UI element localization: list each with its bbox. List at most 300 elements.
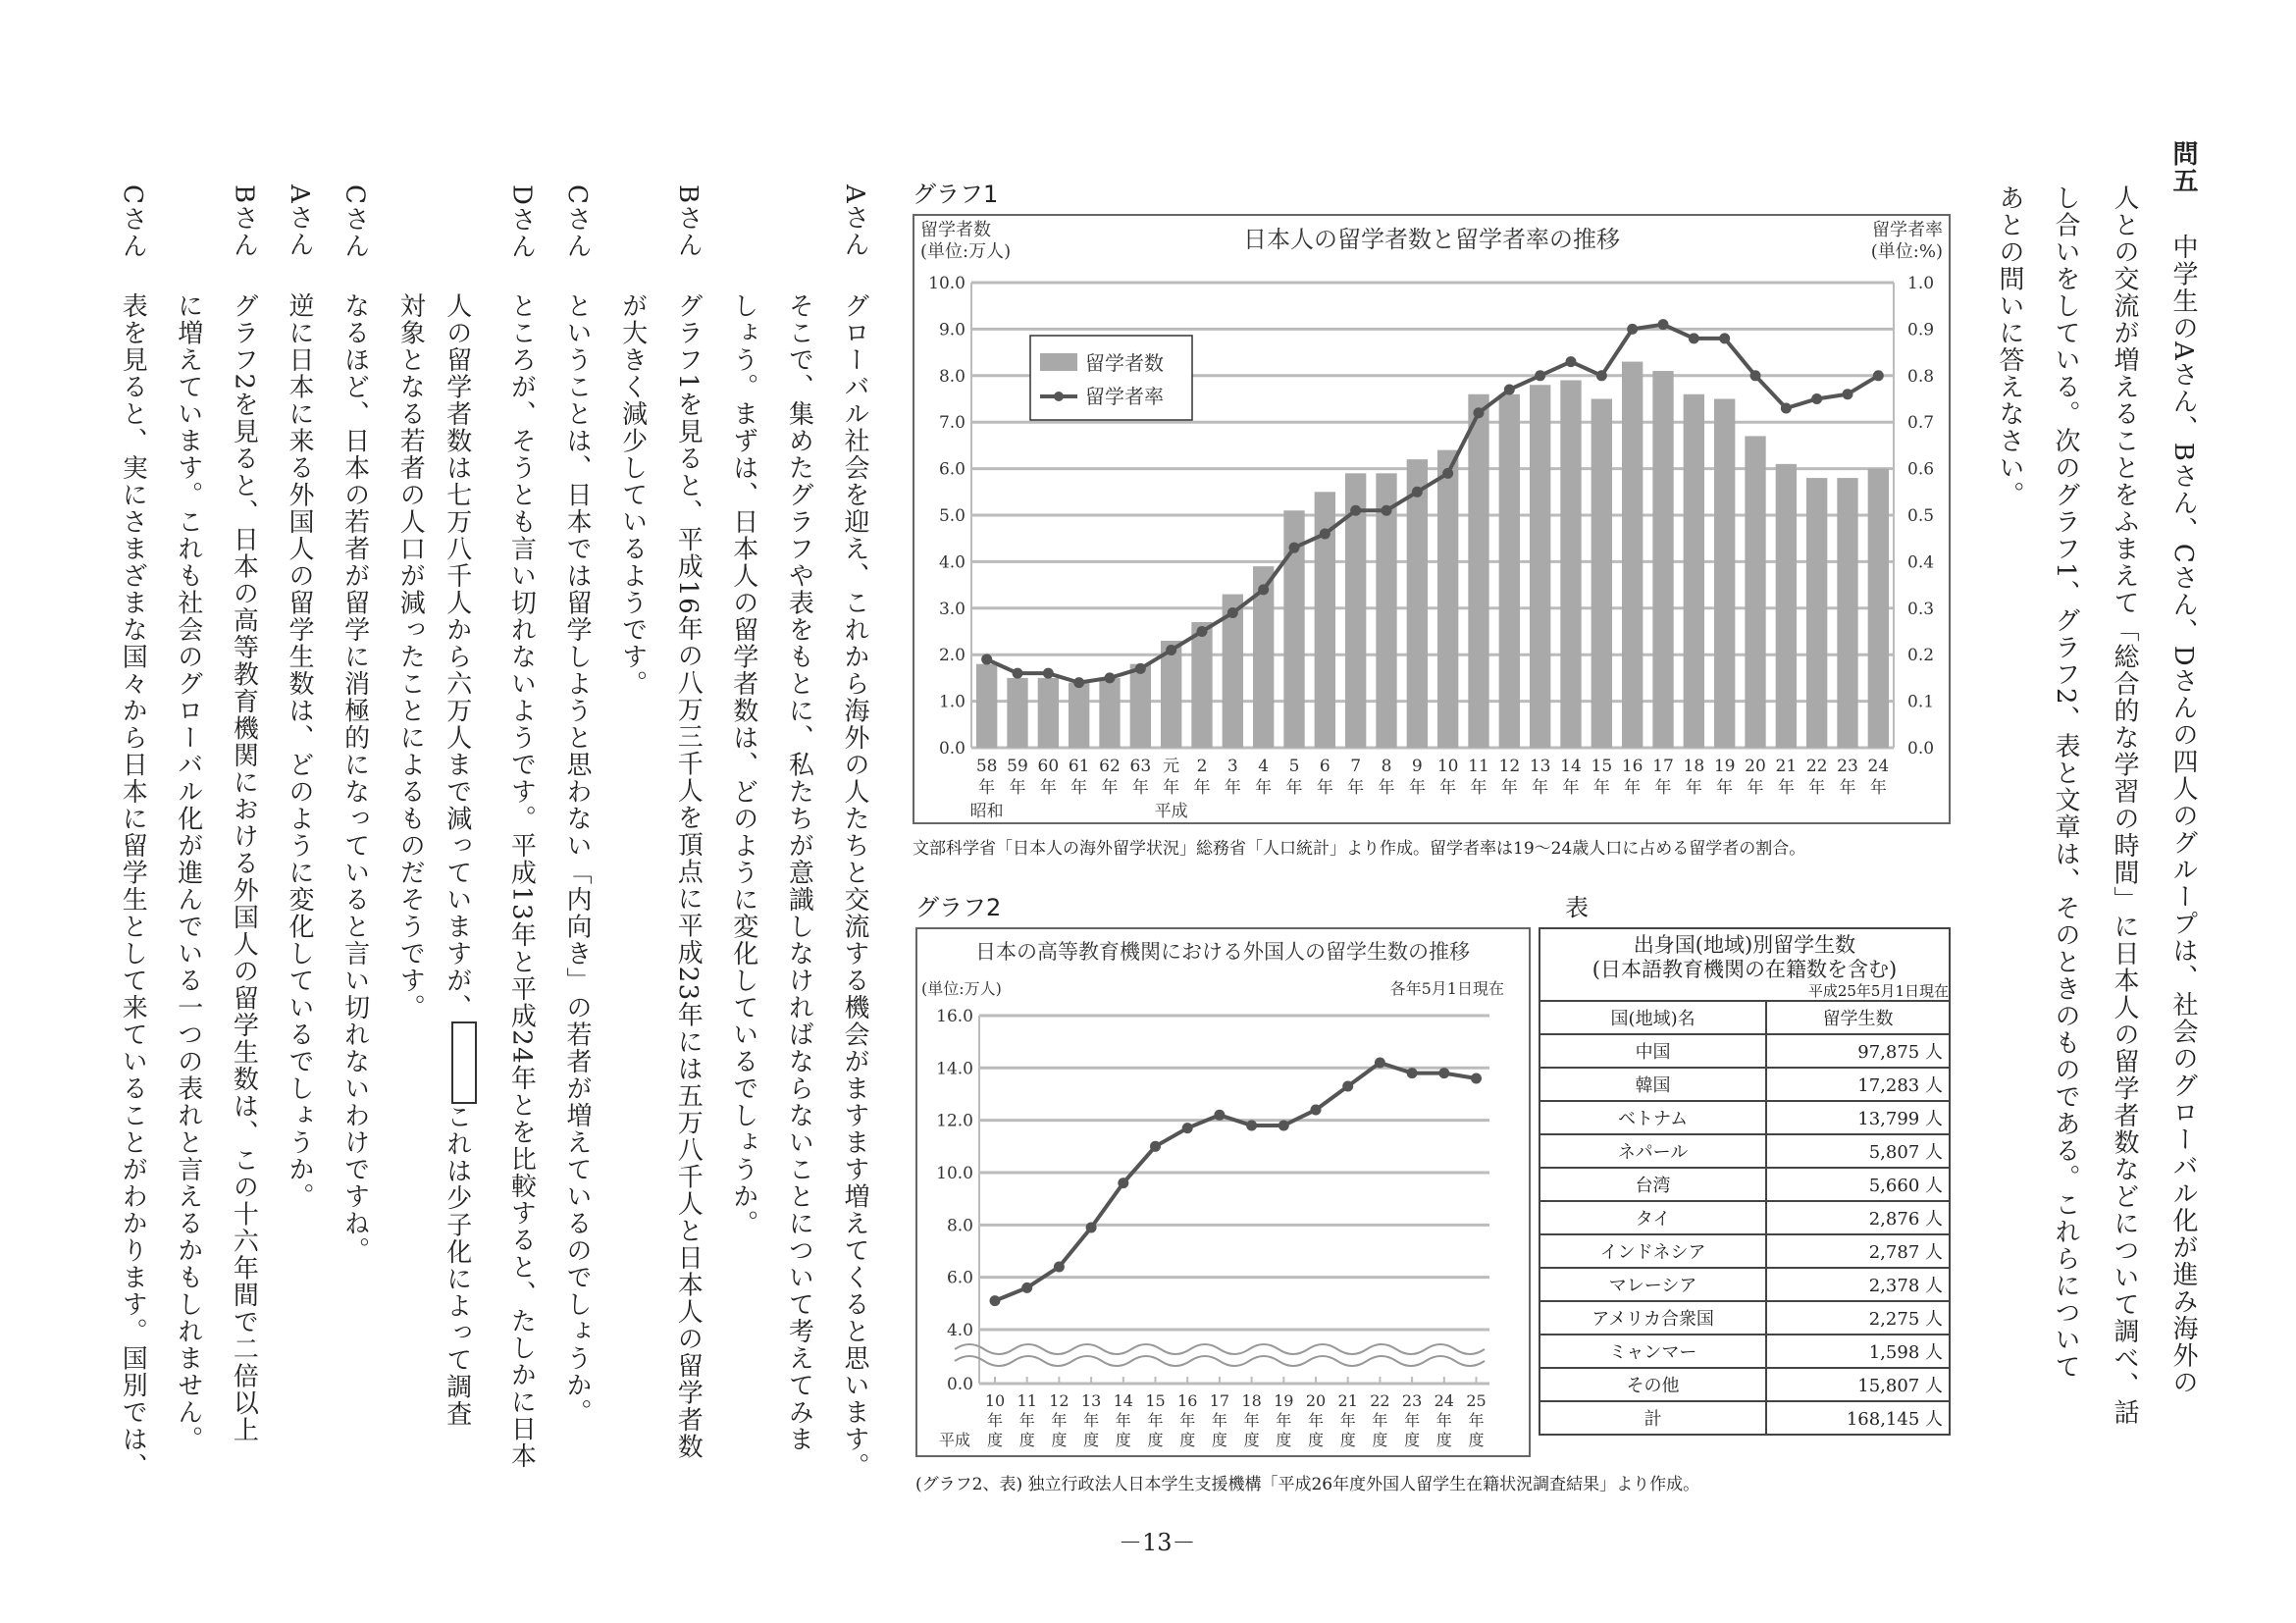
x-tick-label: 15 [1145, 1391, 1166, 1410]
x-tick-label: 25 [1466, 1391, 1487, 1410]
x-tick-suffix: 年 [1716, 778, 1734, 798]
speaker-label: Cさん [118, 184, 148, 260]
rate-point-3 [1227, 607, 1238, 618]
x-tick-label: 2 [1196, 757, 1208, 776]
bar-21 [1776, 464, 1797, 748]
x-tick-label: 元 [1163, 757, 1180, 776]
country-cell: その他 [1539, 1368, 1766, 1401]
x-tick-label: 24 [1867, 757, 1890, 776]
x-tick-suffix: 年 [1747, 778, 1764, 798]
bar-2 [1191, 622, 1212, 748]
bar-22 [1806, 478, 1827, 748]
speaker-label [786, 184, 811, 292]
data-point-22 [1375, 1057, 1385, 1068]
x-tick-suffix-year: 年 [1051, 1411, 1068, 1430]
x-tick-suffix: 年 [1070, 778, 1088, 798]
x-tick-label: 21 [1775, 757, 1798, 776]
x-tick-label: 11 [1017, 1391, 1037, 1410]
y2-tick-label: 1.0 [1907, 274, 1935, 293]
count-cell: 2,275 人 [1766, 1301, 1950, 1335]
y-tick-label: 2.0 [938, 646, 965, 666]
dialogue-line [227, 184, 259, 1444]
y-tick-label: 5.0 [938, 506, 965, 526]
x-tick-suffix-year: 年 [1211, 1411, 1227, 1430]
x-tick-label: 23 [1837, 757, 1858, 776]
country-cell: ベトナム [1539, 1101, 1766, 1134]
x-tick-label: 24 [1434, 1391, 1454, 1410]
bar-13 [1530, 385, 1550, 748]
x-tick-suffix: 年 [1869, 778, 1887, 798]
header-count: 留学生数 [1766, 1001, 1950, 1034]
bar-24 [1868, 469, 1889, 748]
question-line-2: 人との交流が増えることをふまえて「総合的な学習の時間」に日本人の留学者数などについて調べ、話 [2110, 184, 2139, 1426]
as-of-note: 各年5月1日現在 [1389, 979, 1504, 998]
x-tick-label: 18 [1683, 757, 1705, 776]
x-tick-suffix: 年 [1316, 778, 1333, 798]
table-label: 表 [1565, 894, 1589, 921]
legend-bar-label: 留学者数 [1085, 351, 1164, 375]
x-tick-label: 9 [1411, 757, 1423, 776]
x-tick-suffix-fiscal: 度 [1051, 1431, 1068, 1449]
y-axis-unit: (単位:万人) [920, 241, 1012, 262]
graph1 [913, 214, 1951, 824]
y-axis-title: 留学者数 [920, 220, 991, 240]
x-tick-suffix-year: 年 [1018, 1411, 1035, 1430]
rate-point-12 [1504, 385, 1515, 395]
x-tick-label: 21 [1337, 1391, 1358, 1410]
x-tick-suffix: 年 [1624, 778, 1642, 798]
x-tick-label: 11 [1468, 757, 1489, 776]
rate-point-5 [1289, 543, 1300, 553]
country-cell: ミャンマー [1539, 1335, 1766, 1368]
x-tick-suffix: 年 [1131, 778, 1149, 798]
dialogue-line [116, 184, 148, 1480]
dialogue-line [339, 184, 368, 1264]
dialogue-text: 人の留学者数は七万八千人から六万人まで減っていますが、 [442, 292, 472, 1021]
x-tick-label: 10 [1436, 757, 1459, 776]
data-point-24 [1438, 1068, 1449, 1078]
x-tick-suffix-year: 年 [1179, 1411, 1196, 1430]
x-tick-suffix-fiscal: 度 [1339, 1431, 1356, 1449]
y-tick-label: 16.0 [936, 1006, 973, 1026]
rate-point-16 [1627, 324, 1638, 335]
count-cell: 5,807 人 [1766, 1134, 1950, 1168]
x-tick-suffix-fiscal: 度 [1307, 1431, 1325, 1449]
x-tick-suffix-year: 年 [986, 1411, 1004, 1430]
speaker-label [397, 184, 423, 292]
bar-58 [976, 664, 997, 748]
x-tick-label: 22 [1370, 1391, 1390, 1410]
header-country: 国(地域)名 [1539, 1001, 1766, 1034]
data-point-12 [1054, 1261, 1065, 1272]
x-tick-label: 19 [1274, 1391, 1294, 1410]
country-cell: アメリカ合衆国 [1539, 1301, 1766, 1335]
table-row [1539, 1301, 1950, 1335]
x-tick-suffix-year: 年 [1083, 1411, 1100, 1430]
rate-point-4 [1258, 584, 1269, 595]
x-tick-suffix: 年 [1408, 778, 1426, 798]
x-tick-suffix: 年 [1839, 778, 1856, 798]
data-point-21 [1342, 1080, 1353, 1091]
x-tick-label: 12 [1049, 1391, 1070, 1410]
y-tick-label: 0.0 [946, 1375, 973, 1394]
rate-point-22 [1811, 393, 1822, 404]
chart-title: 日本の高等教育機関における外国人の留学生数の推移 [975, 940, 1470, 964]
x-tick-suffix: 年 [1654, 778, 1672, 798]
x-tick-label: 18 [1241, 1391, 1262, 1410]
rate-point-7 [1350, 505, 1361, 516]
country-cell: 韓国 [1539, 1068, 1766, 1101]
x-tick-suffix-year: 年 [1276, 1411, 1292, 1430]
legend-bar-swatch [1040, 353, 1077, 371]
x-tick-suffix: 年 [1592, 778, 1610, 798]
x-tick-suffix: 年 [1470, 778, 1487, 798]
x-tick-suffix-fiscal: 度 [1211, 1431, 1227, 1449]
y2-tick-label: 0.0 [1907, 739, 1935, 759]
x-tick-label: 13 [1080, 1391, 1102, 1410]
x-tick-label: 8 [1381, 757, 1392, 776]
bar-15 [1592, 399, 1612, 749]
dialogue-text: ということは、日本では留学しようと思わない「内向き」の若者が増えているのでしょうか。 [562, 292, 592, 1426]
speaker-label [176, 184, 201, 292]
question-line-4: あとの問いに答えなさい。 [1995, 184, 2024, 508]
table-row [1539, 1368, 1950, 1401]
country-cell: 台湾 [1539, 1168, 1766, 1201]
bar-16 [1622, 362, 1643, 748]
bar-20 [1745, 436, 1765, 748]
question-line-1 [2166, 140, 2196, 1396]
rate-point-18 [1689, 333, 1699, 343]
x-tick-suffix-year: 年 [1435, 1411, 1452, 1430]
table-row [1539, 1101, 1950, 1134]
x-tick-label: 17 [1652, 757, 1674, 776]
x-tick-suffix-year: 年 [1243, 1411, 1260, 1430]
x-tick-suffix: 年 [1562, 778, 1580, 798]
graph1-source: 文部科学省「日本人の海外留学状況」総務省「人口統計」より作成。留学者率は19〜24歳人口に占める留学者の割合。 [913, 839, 1806, 859]
y-tick-label: 8.0 [946, 1216, 973, 1236]
y-tick-label: 4.0 [946, 1321, 973, 1340]
x-tick-suffix-fiscal: 度 [1147, 1431, 1164, 1449]
count-cell: 15,807 人 [1766, 1368, 1950, 1401]
dialogue-line [283, 184, 312, 1210]
data-point-18 [1246, 1120, 1257, 1130]
chart-title: 日本人の留学者数と留学者率の推移 [1243, 226, 1620, 253]
table-row [1539, 1201, 1950, 1234]
y-tick-label: 6.0 [946, 1268, 973, 1288]
rate-point-61 [1073, 677, 1084, 688]
x-tick-suffix-fiscal: 度 [1243, 1431, 1260, 1449]
x-tick-label: 14 [1560, 757, 1582, 776]
dialogue-text: グラフ2を見ると、日本の高等教育機関における外国人の留学生数は、この十六年間で二倍以上 [229, 292, 259, 1444]
y2-tick-label: 0.9 [1907, 320, 1935, 340]
data-point-11 [1021, 1283, 1032, 1293]
x-tick-suffix: 年 [1439, 778, 1457, 798]
x-tick-suffix-year: 年 [1372, 1411, 1388, 1430]
x-tick-suffix-fiscal: 度 [1404, 1431, 1421, 1449]
x-tick-suffix-fiscal: 度 [986, 1431, 1004, 1449]
speaker-label [453, 184, 479, 292]
era-label: 平成 [938, 1431, 971, 1449]
x-tick-label: 16 [1177, 1391, 1198, 1410]
x-tick-suffix-year: 年 [1307, 1411, 1325, 1430]
x-tick-suffix-fiscal: 度 [1018, 1431, 1035, 1449]
data-point-25 [1471, 1073, 1482, 1083]
y-tick-label: 14.0 [936, 1059, 973, 1079]
y-tick-label: 4.0 [938, 552, 965, 573]
x-tick-suffix-year: 年 [1404, 1411, 1421, 1430]
y2-tick-label: 0.3 [1907, 599, 1935, 619]
y2-tick-label: 0.1 [1907, 692, 1935, 712]
rate-point-9 [1412, 487, 1423, 497]
country-cell: マレーシア [1539, 1268, 1766, 1301]
x-tick-label: 4 [1258, 757, 1270, 776]
table-row [1539, 1401, 1950, 1435]
dialogue-text: これは少子化によって調査 [442, 1103, 472, 1428]
y-axis-unit: (単位:万人) [921, 979, 1002, 998]
table-row [1539, 1335, 1950, 1368]
data-point-19 [1278, 1120, 1289, 1130]
y-tick-label: 7.0 [938, 413, 965, 434]
answer-blank-box [451, 1021, 477, 1104]
y-tick-label: 12.0 [936, 1111, 973, 1131]
dialogue-text: 逆に日本に来る外国人の留学生数は、どのように変化しているでしょうか。 [285, 292, 314, 1210]
bar-17 [1652, 371, 1673, 748]
dialogue-line [727, 184, 757, 1237]
y2-tick-label: 0.7 [1907, 413, 1935, 434]
data-point-20 [1311, 1104, 1322, 1115]
speaker-label: Dさん [506, 184, 537, 261]
y2-tick-label: 0.4 [1907, 552, 1935, 573]
rate-point-13 [1535, 370, 1545, 381]
data-point-14 [1118, 1178, 1128, 1188]
x-tick-label: 14 [1113, 1391, 1133, 1410]
x-tick-suffix: 年 [1193, 778, 1211, 798]
count-cell: 17,283 人 [1766, 1068, 1950, 1101]
x-tick-label: 20 [1305, 1391, 1327, 1410]
x-tick-suffix-fiscal: 度 [1115, 1431, 1131, 1449]
page-number: －13－ [1119, 1529, 1196, 1556]
table-title: 出身国(地域)別留学生数 (日本語教育機関の在籍数を含む) 平成25年5月1日現在 [1539, 928, 1950, 1001]
x-tick-label: 12 [1498, 757, 1521, 776]
x-tick-suffix-year: 年 [1147, 1411, 1164, 1430]
x-tick-suffix-year: 年 [1115, 1411, 1131, 1430]
country-cell: 計 [1539, 1401, 1766, 1435]
dialogue-line [393, 184, 426, 1021]
x-tick-label: 60 [1037, 757, 1060, 776]
data-point-23 [1407, 1068, 1418, 1078]
bar-11 [1468, 394, 1488, 748]
data-point-16 [1182, 1123, 1193, 1133]
x-tick-suffix: 年 [1224, 778, 1241, 798]
x-tick-label: 3 [1226, 757, 1238, 776]
count-cell: 1,598 人 [1766, 1335, 1950, 1368]
x-tick-suffix-fiscal: 度 [1276, 1431, 1292, 1449]
spacer [2170, 194, 2196, 234]
dialogue-text: しょう。まずは、日本人の留学者数は、どのように変化しているでしょうか。 [728, 292, 758, 1237]
dialogue-line [442, 184, 479, 1428]
question-number: 問五 [2168, 140, 2198, 194]
count-cell: 13,799 人 [1766, 1101, 1950, 1134]
table-row [1539, 1068, 1950, 1101]
x-tick-suffix: 年 [1378, 778, 1395, 798]
speaker-label [620, 184, 646, 292]
dialogue-text: なるほど、日本の若者が留学に消極的になっていると言い切れないわけですね。 [339, 292, 370, 1264]
y-tick-label: 1.0 [938, 692, 965, 712]
x-tick-label: 23 [1401, 1391, 1423, 1410]
speaker-label: Aさん [285, 184, 314, 259]
chart-frame [916, 928, 1530, 1456]
x-tick-suffix-year: 年 [1468, 1411, 1485, 1430]
x-tick-label: 22 [1805, 757, 1828, 776]
y-tick-label: 10.0 [936, 1163, 973, 1183]
y2-axis-title: 留学者率 [1872, 220, 1943, 240]
graph2-table-source: (グラフ2、表) 独立行政法人日本学生支援機構「平成26年度外国人留学生在籍状況調査結果」より作成。 [915, 1475, 1700, 1494]
x-tick-suffix: 年 [1685, 778, 1702, 798]
x-tick-label: 10 [984, 1391, 1006, 1410]
x-tick-suffix-fiscal: 度 [1468, 1431, 1485, 1449]
x-tick-label: 13 [1529, 757, 1551, 776]
graph2-label: グラフ2 [915, 894, 1002, 921]
x-tick-label: 20 [1745, 757, 1766, 776]
bar-元 [1161, 641, 1181, 748]
bar-9 [1407, 459, 1428, 748]
rate-point-58 [981, 654, 992, 664]
rate-point-17 [1658, 319, 1669, 330]
bar-59 [1007, 678, 1027, 748]
rate-point-15 [1596, 370, 1607, 381]
legend-line-label: 留学者率 [1085, 385, 1164, 408]
question-line-3: し合いをしている。次のグラフ1、グラフ2、表と文章は、そのときのものである。これらについて [2051, 184, 2080, 1381]
bar-14 [1560, 381, 1581, 748]
x-tick-suffix: 年 [1009, 778, 1026, 798]
students-by-country-table [1539, 927, 1951, 1436]
rate-point-24 [1873, 370, 1884, 381]
table-row [1539, 1168, 1950, 1201]
bar-60 [1038, 678, 1059, 748]
rate-point-23 [1843, 389, 1853, 399]
question-text: 中学生のAさん、Bさん、Cさん、Dさんの四人のグループは、社会のグローバル化が進み海外の [2168, 234, 2198, 1396]
y-tick-label: 8.0 [938, 366, 965, 387]
rate-point-2 [1197, 626, 1208, 637]
y-tick-label: 0.0 [938, 739, 965, 759]
count-cell: 2,876 人 [1766, 1201, 1950, 1234]
dialogue-text: そこで、集めたグラフや表をもとに、私たちが意識しなければならないことについて考えてみま [784, 292, 814, 1453]
rate-point-20 [1750, 370, 1761, 381]
data-point-15 [1150, 1141, 1161, 1152]
x-tick-label: 61 [1068, 757, 1090, 776]
x-tick-suffix: 年 [1285, 778, 1303, 798]
x-tick-suffix: 年 [1163, 778, 1180, 798]
count-cell: 5,660 人 [1766, 1168, 1950, 1201]
count-cell: 97,875 人 [1766, 1034, 1950, 1068]
speaker-label: Aさん [840, 184, 869, 259]
bar-63 [1130, 664, 1151, 748]
x-tick-label: 5 [1288, 757, 1300, 776]
rate-point-元 [1166, 645, 1176, 655]
data-point-13 [1086, 1222, 1097, 1232]
dialogue-line [838, 184, 867, 1480]
y2-tick-label: 0.6 [1907, 459, 1935, 480]
x-tick-label: 58 [975, 757, 998, 776]
x-tick-label: 15 [1591, 757, 1613, 776]
x-tick-label: 6 [1319, 757, 1331, 776]
x-tick-suffix: 年 [1808, 778, 1826, 798]
rate-point-8 [1382, 505, 1392, 516]
x-tick-label: 59 [1007, 757, 1028, 776]
data-point-17 [1214, 1110, 1225, 1121]
dialogue-line [560, 184, 590, 1426]
era-label: 昭和 [969, 802, 1004, 821]
rate-point-62 [1105, 672, 1116, 683]
rate-point-10 [1442, 468, 1453, 479]
speaker-label [731, 184, 757, 292]
x-tick-suffix: 年 [1347, 778, 1365, 798]
count-cell: 2,787 人 [1766, 1234, 1950, 1268]
x-tick-label: 17 [1209, 1391, 1230, 1410]
speaker-label: Cさん [339, 184, 370, 260]
speaker-label: Bさん [229, 184, 259, 259]
y2-tick-label: 0.8 [1907, 366, 1935, 387]
x-tick-label: 7 [1350, 757, 1362, 776]
x-tick-suffix-fiscal: 度 [1083, 1431, 1100, 1449]
bar-19 [1714, 399, 1735, 749]
dialogue-text: ところが、そうとも言い切れないようです。平成13年と平成24年とを比較すると、たしかに日本 [506, 292, 537, 1470]
speaker-label: Cさん [562, 184, 592, 260]
dialogue-line [172, 184, 201, 1453]
x-tick-suffix: 年 [1777, 778, 1795, 798]
speaker-label: Bさん [673, 184, 704, 259]
bar-18 [1684, 394, 1704, 748]
rate-point-60 [1043, 668, 1054, 679]
bar-12 [1499, 394, 1520, 748]
dialogue-line [782, 184, 814, 1453]
country-cell: タイ [1539, 1201, 1766, 1234]
rate-point-6 [1320, 528, 1331, 539]
country-cell: インドネシア [1539, 1234, 1766, 1268]
x-tick-suffix: 年 [978, 778, 996, 798]
rate-point-14 [1566, 356, 1577, 367]
dialogue-text: 対象となる若者の人口が減ったことによるものだそうです。 [395, 292, 426, 1021]
rate-point-59 [1013, 668, 1023, 679]
bar-62 [1099, 678, 1120, 748]
table-row [1539, 1034, 1950, 1068]
table-row [1539, 1234, 1950, 1268]
x-tick-label: 16 [1621, 757, 1644, 776]
x-tick-label: 63 [1129, 757, 1152, 776]
data-point-10 [990, 1295, 1001, 1306]
y2-tick-label: 0.5 [1907, 506, 1935, 526]
x-tick-suffix: 年 [1039, 778, 1057, 798]
table-row [1539, 1134, 1950, 1168]
legend-line-marker [1054, 392, 1064, 401]
x-tick-suffix: 年 [1255, 778, 1273, 798]
bar-23 [1837, 478, 1857, 748]
dialogue-text: に増えています。これも社会のグローバル化が進んでいる一つの表れと言えるかもしれません。 [173, 292, 203, 1453]
x-tick-suffix-fiscal: 度 [1435, 1431, 1452, 1449]
bar-10 [1437, 450, 1458, 748]
y2-tick-label: 0.2 [1907, 646, 1935, 666]
country-cell: 中国 [1539, 1034, 1766, 1068]
x-tick-suffix-fiscal: 度 [1372, 1431, 1388, 1449]
y-tick-label: 6.0 [938, 459, 965, 480]
rate-point-19 [1719, 333, 1730, 343]
x-tick-suffix: 年 [1532, 778, 1549, 798]
x-tick-suffix-year: 年 [1339, 1411, 1356, 1430]
x-tick-label: 62 [1099, 757, 1121, 776]
y2-axis-unit: (単位:%) [1870, 241, 1943, 262]
dialogue-text: グローバル社会を迎え、これから海外の人たちと交流する機会がますます増えてくると思います。 [840, 292, 869, 1480]
x-tick-label: 19 [1713, 757, 1736, 776]
